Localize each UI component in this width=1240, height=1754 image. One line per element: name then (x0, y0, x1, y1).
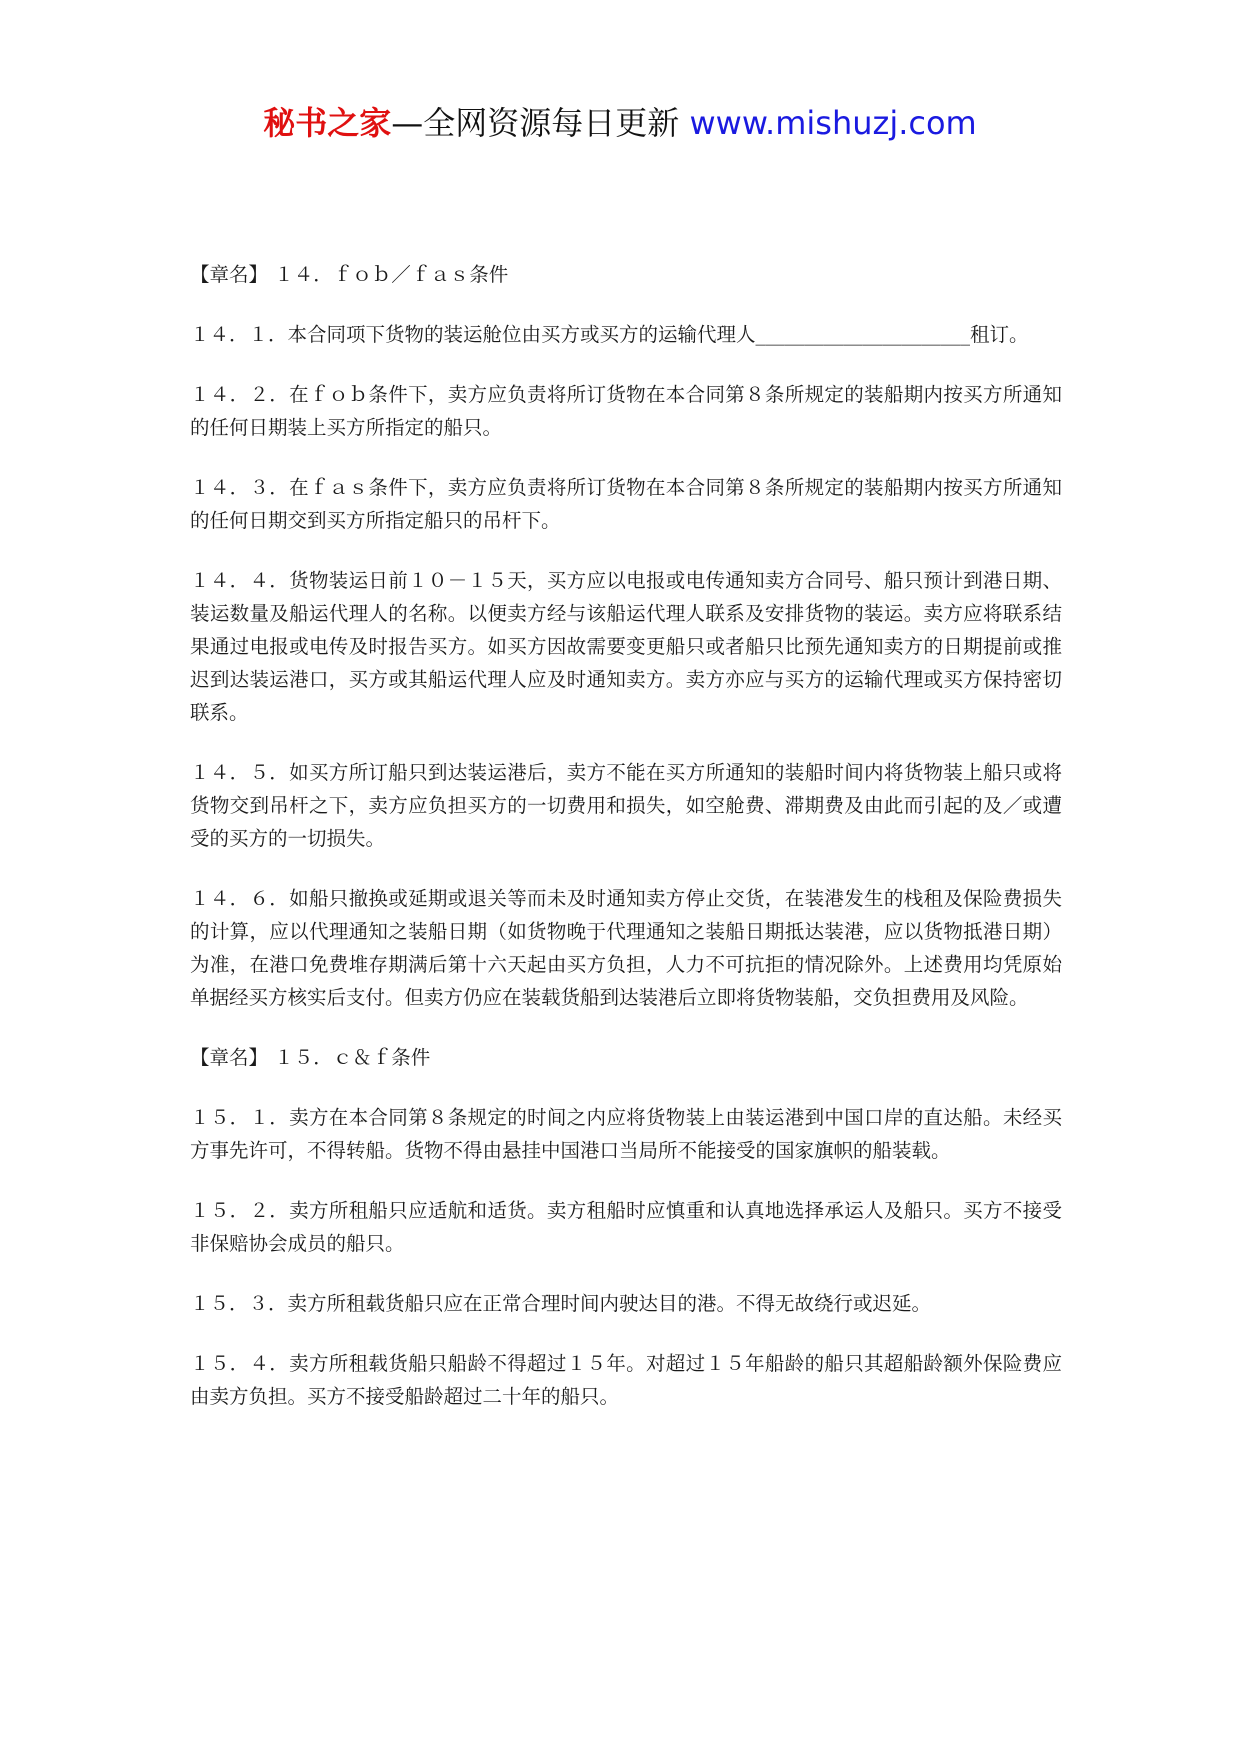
clause-14-3: １４．３．在ｆａｓ条件下，卖方应负责将所订货物在本合同第８条所规定的装船期内按买方所通知的任何日期交到买方所指定船只的吊杆下。 (190, 476, 1062, 532)
header-tagline: —全网资源每日更新 (391, 104, 680, 142)
header-url[interactable]: www.mishuzj.com (689, 104, 977, 142)
chapter-heading-15: 【章名】 １５．ｃ＆ｆ条件 (190, 1046, 431, 1069)
clause-14-5: １４．５．如买方所订船只到达装运港后，卖方不能在买方所通知的装船时间内将货物装上船只或将货物交到吊杆之下，卖方应负担买方的一切费用和损失，如空舱费、滞期费及由此而引起的及／或遭受的买方的一切损失。 (190, 761, 1062, 850)
page-header (0, 98, 1240, 148)
clause-15-1: １５．１．卖方在本合同第８条规定的时间之内应将货物装上由装运港到中国口岸的直达船。未经买方事先许可，不得转船。货物不得由悬挂中国港口当局所不能接受的国家旗帜的船装载。 (190, 1106, 1062, 1162)
clause-14-4: １４．４．货物装运日前１０－１５天，买方应以电报或电传通知卖方合同号、船只预计到港日期、装运数量及船运代理人的名称。以便卖方经与该船运代理人联系及安排货物的装运。卖方应将联系结果通过电报或电传及时报告买方。如买方因故需要变更船只或者船只比预先通知卖方的日期提前或推迟到达装运港口，买方或其船运代理人应及时通知卖方。卖方亦应与买方的运输代理或买方保持密切联系。 (190, 569, 1062, 724)
clause-15-3: １５．３．卖方所租载货船只应在正常合理时间内驶达目的港。不得无故绕行或迟延。 (190, 1292, 932, 1315)
clause-14-2: １４．２．在ｆｏｂ条件下，卖方应负责将所订货物在本合同第８条所规定的装船期内按买方所通知的任何日期装上买方所指定的船只。 (190, 383, 1062, 439)
clause-15-4: １５．４．卖方所租载货船只船龄不得超过１５年。对超过１５年船龄的船只其超船龄额外保险费应由卖方负担。买方不接受船龄超过二十年的船只。 (190, 1352, 1062, 1408)
chapter-heading-14: 【章名】 １４．ｆｏｂ／ｆａｓ条件 (190, 263, 509, 286)
clause-14-1: １４．１．本合同项下货物的装运舱位由买方或买方的运输代理人______________________租订。 (190, 323, 1029, 346)
document-body (190, 258, 1062, 1440)
clause-15-2: １５．２．卖方所租船只应适航和适货。卖方租船时应慎重和认真地选择承运人及船只。买方不接受非保赔协会成员的船只。 (190, 1199, 1062, 1255)
header-brand: 秘书之家 (263, 104, 392, 142)
clause-14-6: １４．６．如船只撤换或延期或退关等而未及时通知卖方停止交货，在装港发生的栈租及保险费损失的计算，应以代理通知之装船日期（如货物晚于代理通知之装船日期抵达装港，应以货物抵港日期）为准，在港口免费堆存期满后第十六天起由买方负担，人力不可抗拒的情况除外。上述费用均凭原始单据经买方核实后支付。但卖方仍应在装载货船到达装港后立即将货物装船，交负担费用及风险。 (190, 887, 1062, 1009)
